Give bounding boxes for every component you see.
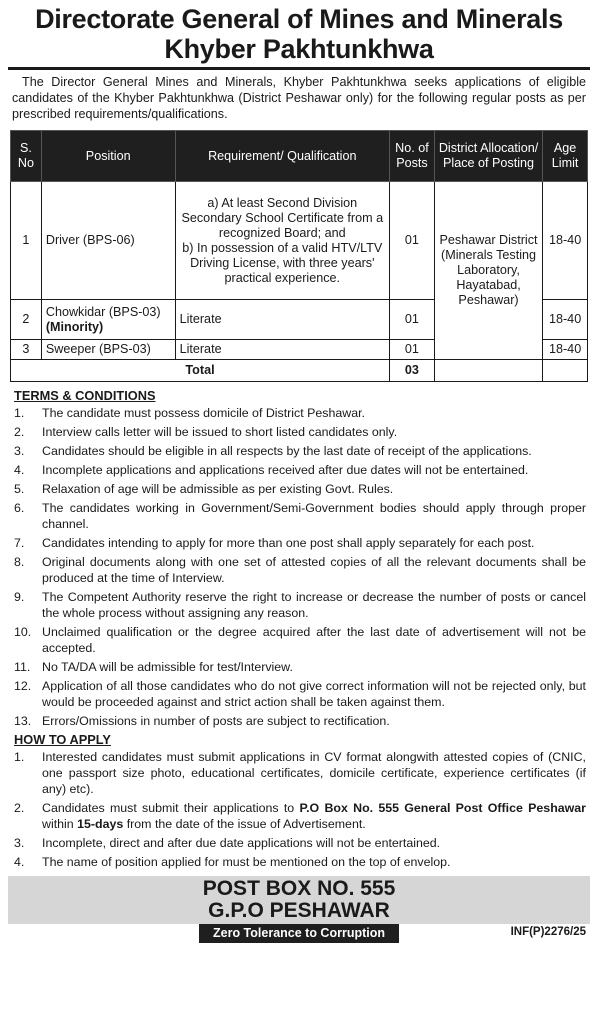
table-header-row: [11, 131, 588, 182]
item-text: The Competent Authority reserve the right to increase or decrease the number of posts or cancel the whole process without assigning any reason.: [42, 590, 586, 620]
item-text: Errors/Omissions in number of posts are subject to rectification.: [42, 714, 390, 728]
requirement-b: b) In possession of a valid HTV/LTV Driving License, with three years' practical experience.: [182, 240, 383, 285]
header-sno: S. No: [11, 131, 42, 182]
item-text: The name of position applied for must be mentioned on the top of envelop.: [42, 855, 451, 869]
list-item: [14, 443, 586, 459]
how-to-apply-list: [14, 749, 586, 870]
item-text: [42, 800, 586, 832]
cell-posts: 01: [390, 340, 435, 360]
item-text: Original documents along with one set of attested copies of all the relevant documents shall be produced at the time of Interview.: [42, 555, 586, 585]
list-item: [14, 462, 586, 478]
item-text: Incomplete, direct and after due date applications will not be entertained.: [42, 836, 441, 850]
cell-position: [41, 300, 175, 340]
header-district: District Allocation/ Place of Posting: [434, 131, 542, 182]
post-box-number: POST BOX NO. 555: [202, 877, 396, 900]
cell-sno: 2: [11, 300, 42, 340]
cell-position: Sweeper (BPS-03): [41, 340, 175, 360]
total-empty-cell: [434, 360, 542, 382]
list-item: [14, 554, 586, 586]
item-text: Interested candidates must submit applications in CV format alongwith attested copies of (CNIC, one passport size photo, educational certificates, domicile certificate, experience certificates (if any) etc).: [42, 750, 586, 796]
total-empty-cell: [543, 360, 588, 382]
item-number: 5.: [14, 482, 25, 496]
item-number: 1.: [14, 406, 25, 420]
header-requirement: Requirement/ Qualification: [175, 131, 389, 182]
cell-posts: 01: [390, 182, 435, 300]
table-row: [11, 182, 588, 300]
list-item: [14, 535, 586, 551]
item-number: 9.: [14, 590, 25, 604]
item-text: Candidates intending to apply for more than one post shall apply separately for each post.: [42, 536, 535, 550]
cell-age: 18-40: [543, 340, 588, 360]
list-item: [14, 854, 586, 870]
item-number: 8.: [14, 555, 25, 569]
list-item: [14, 481, 586, 497]
header-title: Directorate General of Mines and Minerals: [35, 4, 563, 34]
list-item: [14, 500, 586, 532]
item-number: 7.: [14, 536, 25, 550]
item-text: Relaxation of age will be admissible as per existing Govt. Rules.: [42, 482, 394, 496]
list-item: [14, 749, 586, 797]
header: [8, 0, 590, 64]
cell-sno: 3: [11, 340, 42, 360]
cell-requirement: [175, 182, 389, 300]
cell-position: Driver (BPS-06): [41, 182, 175, 300]
list-item: [14, 424, 586, 440]
cell-requirement: Literate: [175, 300, 389, 340]
item-text: Interview calls letter will be issued to short listed candidates only.: [42, 425, 398, 439]
cell-requirement: Literate: [175, 340, 389, 360]
item-text: Application of all those candidates who do not give correct information will not be rejected only, but would be proceeded against and strict action shall be taken against them.: [42, 679, 586, 709]
cell-posts: 01: [390, 300, 435, 340]
item-text: Incomplete applications and applications received after due dates will not be entertained.: [42, 463, 529, 477]
table-total-row: [11, 360, 588, 382]
intro-paragraph: The Director General Mines and Minerals, Khyber Pakhtunkhwa seeks applications of eligible candidates of the Khyber Pakhtunkhwa (District Peshawar only) for the following regular posts as per prescribed requirements/qualifications.: [12, 75, 586, 121]
deadline-days: 15-days: [77, 817, 124, 831]
item-number: 4.: [14, 463, 25, 477]
list-item: [14, 659, 586, 675]
how-to-apply-title: HOW TO APPLY: [14, 732, 111, 747]
item-text: The candidates working in Government/Semi-Government bodies should apply through proper channel.: [42, 501, 586, 531]
requirement-a: a) At least Second Division Secondary School Certificate from a recognized Board; and: [181, 195, 384, 240]
header-rule: [8, 67, 590, 70]
zero-tolerance-banner: Zero Tolerance to Corruption: [199, 924, 399, 943]
item-text: Candidates should be eligible in all respects by the last date of receipt of the applications.: [42, 444, 532, 458]
posts-table: [10, 130, 588, 382]
list-item: [14, 713, 586, 729]
item-number: 3.: [14, 836, 25, 850]
list-item: [14, 589, 586, 621]
list-item: [14, 835, 586, 851]
list-item: [14, 800, 586, 832]
position-note: (Minority): [45, 319, 104, 334]
header-subtitle: Khyber Pakhtunkhwa: [164, 34, 434, 64]
cell-age: 18-40: [543, 182, 588, 300]
inf-reference: INF(P)2276/25: [510, 926, 586, 938]
item-number: 1.: [14, 750, 25, 764]
item-number: 3.: [14, 444, 25, 458]
address-box: [8, 876, 590, 924]
item-number: 11.: [14, 660, 31, 674]
cell-age: 18-40: [543, 300, 588, 340]
header-posts: No. of Posts: [390, 131, 435, 182]
footer-row: [8, 924, 590, 944]
position-name: Chowkidar (BPS-03): [45, 304, 161, 319]
item-number: 12.: [14, 679, 32, 693]
text-segment: within: [42, 817, 78, 831]
total-label: Total: [11, 360, 390, 382]
item-text: The candidate must possess domicile of District Peshawar.: [42, 406, 365, 420]
item-text: No TA/DA will be admissible for test/Interview.: [42, 660, 293, 674]
text-segment: from the date of the issue of Advertisement.: [123, 817, 366, 831]
list-item: [14, 624, 586, 656]
terms-list: [14, 405, 586, 729]
cell-sno: 1: [11, 182, 42, 300]
item-number: 4.: [14, 855, 25, 869]
total-value: 03: [390, 360, 435, 382]
item-number: 10.: [14, 625, 32, 639]
text-segment: Candidates must submit their applications to: [42, 801, 300, 815]
item-text: Unclaimed qualification or the degree acquired after the last date of advertisement will not be accepted.: [42, 625, 586, 655]
header-position: Position: [41, 131, 175, 182]
item-number: 6.: [14, 501, 25, 515]
po-box-address: P.O Box No. 555 General Post Office Peshawar: [299, 801, 587, 815]
header-age: Age Limit: [543, 131, 588, 182]
list-item: [14, 678, 586, 710]
item-number: 2.: [14, 801, 25, 815]
list-item: [14, 405, 586, 421]
item-number: 13.: [14, 714, 32, 728]
cell-district: Peshawar District (Minerals Testing Laboratory, Hayatabad, Peshawar): [434, 182, 542, 360]
item-number: 2.: [14, 425, 25, 439]
terms-title: TERMS & CONDITIONS: [14, 388, 156, 403]
gpo-peshawar: G.P.O PESHAWAR: [208, 899, 390, 922]
